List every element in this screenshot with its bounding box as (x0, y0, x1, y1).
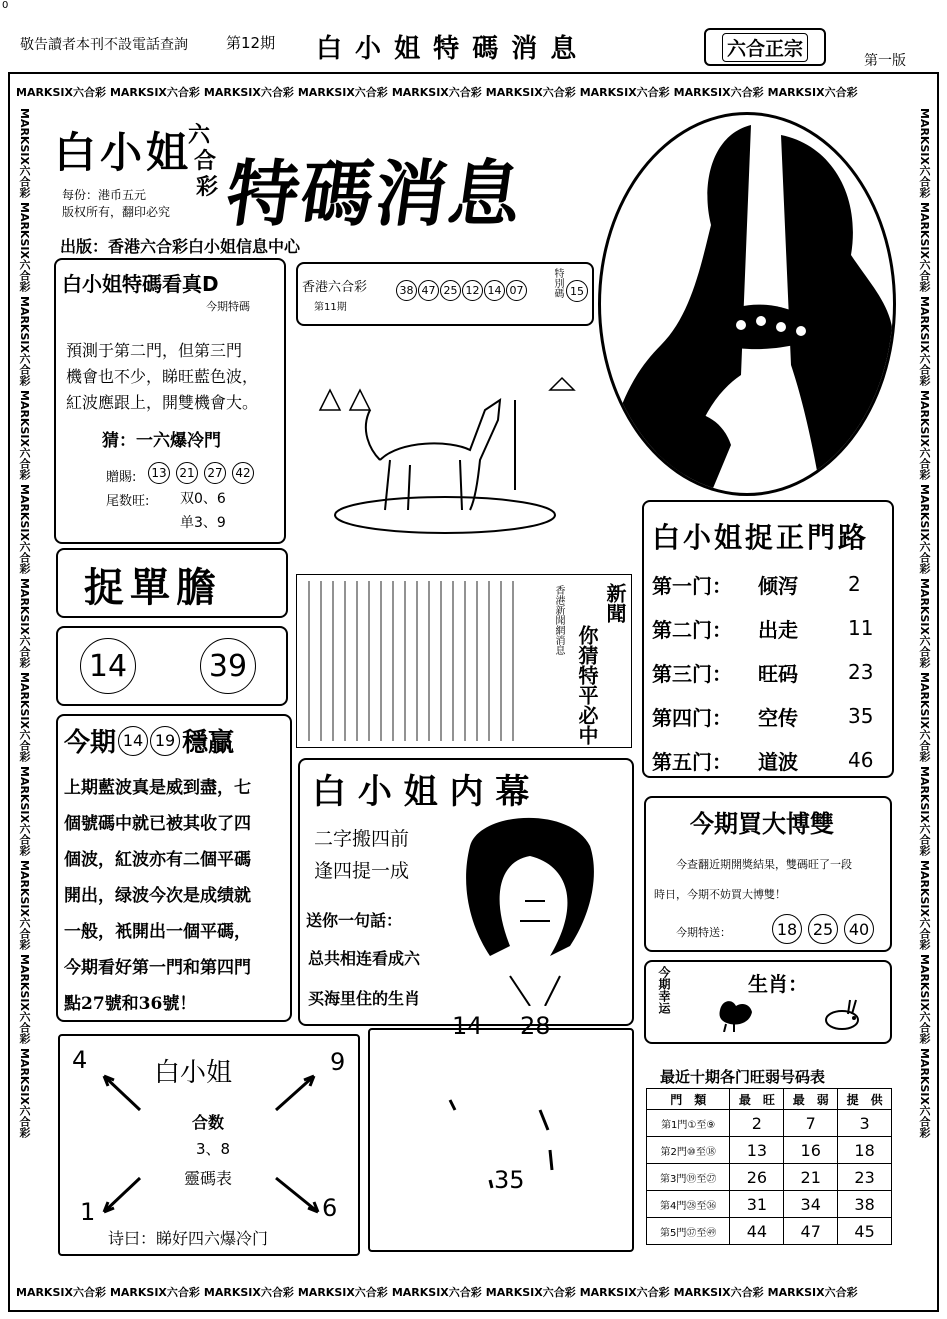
compass-subtitle: 合数 (192, 1113, 225, 1132)
prediction-line-1: 預測于第二門，但第三門 (66, 341, 243, 360)
gift-numbers (148, 462, 254, 484)
gate-name: 第4門 (660, 1200, 687, 1212)
gate-name: 第5門 (660, 1227, 687, 1239)
hint-subtitle: 今期特碼 (206, 300, 250, 313)
brand-tag: MARKSIX六合彩 (18, 1047, 31, 1138)
rooster-drawing (712, 992, 756, 1032)
hot-cell: 13 (730, 1137, 784, 1164)
gift-number: 13 (148, 462, 170, 484)
compass-poem: 诗曰：睇好四六爆冷门 (108, 1229, 269, 1248)
brand-tag: MARKSIX六合彩 (16, 1286, 106, 1299)
compass-value: 3、8 (196, 1140, 231, 1158)
gate-route-title: 白小姐捉正門路 (652, 521, 870, 554)
offer-cell: 45 (838, 1218, 892, 1245)
brand-border-bottom (16, 1284, 916, 1302)
price-text: 每份：港币五元 (62, 188, 147, 202)
news-body-text-block (301, 577, 527, 745)
gate-label: 第一门： (652, 573, 732, 598)
big-small-numbers (772, 914, 874, 944)
riddle-line-2: 逢四提一成 (314, 860, 410, 882)
brand-tag: MARKSIX六合彩 (391, 86, 482, 99)
zodiac-title: 生肖： (748, 972, 808, 996)
cold-cell: 21 (784, 1164, 838, 1191)
gate-name: 第3門 (660, 1173, 687, 1185)
prediction-line-2: 機會也不少，睇旺藍色波， (66, 367, 259, 386)
brand-tag: MARKSIX六合彩 (918, 577, 931, 668)
gate-cell (647, 1218, 730, 1245)
brand-tag: MARKSIX六合彩 (918, 953, 931, 1044)
guess-text: 猜：一六爆冷門 (102, 431, 221, 451)
gate-label: 第二门： (652, 617, 732, 642)
send-line-2: 买海里住的生肖 (308, 989, 421, 1008)
gate-label: 第三门： (652, 661, 732, 686)
brand-tag: MARKSIX六合彩 (673, 1286, 764, 1299)
offer-cell: 18 (838, 1137, 892, 1164)
compass-corner-2: 9 (330, 1048, 346, 1076)
gate-number: 46 (848, 748, 874, 772)
hint-title: 白小姐特碼看真D (62, 272, 219, 296)
news-source: 香港新聞網消息 (553, 585, 564, 655)
big-small-number: 25 (808, 914, 838, 944)
stats-table (646, 1088, 892, 1245)
rooster-icon (712, 992, 756, 1036)
gate-range: ⑩至⑱ (686, 1146, 716, 1158)
brand-tag: MARKSIX六合彩 (918, 389, 931, 480)
gate-row-4 (652, 694, 888, 738)
horse-illustration (300, 370, 590, 540)
horse-drawing (300, 370, 590, 540)
brand-tag: MARKSIX六合彩 (109, 86, 200, 99)
stable-win-heading (64, 722, 234, 759)
big-small-line-1: 今查翻近期開獎結果，雙碼旺了一段 (676, 858, 852, 871)
brand-tag: MARKSIX六合彩 (391, 1286, 482, 1299)
hot-cell: 2 (730, 1110, 784, 1137)
hot-cell: 44 (730, 1218, 784, 1245)
gate-word: 旺码 (758, 661, 798, 686)
last-draw-issue: 第11期 (314, 302, 347, 313)
masthead-lottery-2: 合 (194, 149, 217, 174)
gate-number: 35 (848, 704, 874, 728)
gate-row-1 (652, 562, 888, 606)
brand-border-left (14, 108, 32, 1278)
big-small-title: 今期買大博雙 (690, 810, 834, 838)
table-row (647, 1110, 892, 1137)
brand-tag: MARKSIX六合彩 (18, 577, 31, 668)
last-draw-label: 香港六合彩 (302, 280, 368, 295)
brand-tag: MARKSIX六合彩 (918, 295, 931, 386)
brand-tag: MARKSIX六合彩 (918, 483, 931, 574)
brand-tag: MARKSIX六合彩 (18, 765, 31, 856)
authentic-stamp (704, 28, 826, 66)
brand-tag: MARKSIX六合彩 (18, 389, 31, 480)
brand-tag: MARKSIX六合彩 (767, 1286, 858, 1299)
big-small-number: 40 (844, 914, 874, 944)
brand-tag: MARKSIX六合彩 (18, 671, 31, 762)
zodiac-side-label: 今期幸运 (657, 966, 671, 1014)
hot-cell: 26 (730, 1164, 784, 1191)
woman-sketch (450, 806, 620, 1006)
draw-number: 12 (462, 280, 483, 301)
stable-win-line: 個號碼中就已被其收了四 (64, 814, 251, 834)
offer-cell: 3 (838, 1110, 892, 1137)
brand-tag: MARKSIX六合彩 (579, 86, 670, 99)
masthead-lottery-3: 彩 (196, 175, 219, 200)
gate-cell (647, 1191, 730, 1218)
single-pick-title: 捉單膽 (84, 564, 222, 611)
compass-corner-1: 4 (72, 1046, 88, 1074)
inside-number-1: 14 (452, 1012, 483, 1040)
gate-word: 道波 (758, 749, 798, 774)
woman-portrait-illustration (601, 115, 893, 493)
brand-tag: MARKSIX六合彩 (297, 86, 388, 99)
table-row (647, 1137, 892, 1164)
cold-cell: 7 (784, 1110, 838, 1137)
masthead-name: 白小姐 (54, 128, 193, 177)
brand-tag: MARKSIX六合彩 (918, 1047, 931, 1138)
brand-tag: MARKSIX六合彩 (109, 1286, 200, 1299)
gate-number: 2 (848, 572, 861, 596)
stable-win-suffix: 穩贏 (182, 728, 235, 758)
brand-tag: MARKSIX六合彩 (918, 671, 931, 762)
table-header: 最 弱 (784, 1089, 838, 1110)
brand-tag: MARKSIX六合彩 (16, 86, 106, 99)
gate-number: 23 (848, 660, 874, 684)
offer-cell: 38 (838, 1191, 892, 1218)
stable-win-text (64, 770, 251, 1022)
masthead-lottery-1: 六 (188, 123, 211, 148)
inside-number-3: 35 (494, 1166, 525, 1194)
cold-cell: 34 (784, 1191, 838, 1218)
stable-win-number: 14 (118, 726, 148, 756)
gate-cell (647, 1164, 730, 1191)
gate-route-rows (652, 562, 888, 782)
gate-name: 第1門 (661, 1119, 688, 1131)
paper-title: 白 小 姐 特 碼 消 息 (316, 34, 579, 64)
rabbit-drawing (822, 998, 862, 1032)
news-panel (296, 574, 632, 748)
brand-tag: MARKSIX六合彩 (918, 859, 931, 950)
brand-tag: MARKSIX六合彩 (18, 295, 31, 386)
cold-cell: 47 (784, 1218, 838, 1245)
brand-tag: MARKSIX六合彩 (297, 1286, 388, 1299)
corner-mark: 0 (2, 0, 9, 11)
gate-name: 第2門 (660, 1146, 687, 1158)
brand-tag: MARKSIX六合彩 (18, 859, 31, 950)
stable-win-line: 一般，衹開出一個平碼， (64, 922, 251, 942)
stamp-text: 六合正宗 (722, 33, 808, 62)
table-row (647, 1191, 892, 1218)
tail-line-1: 双0、6 (180, 491, 226, 507)
draw-number: 14 (484, 280, 505, 301)
gate-label: 第四门： (652, 705, 732, 730)
gate-row-2 (652, 606, 888, 650)
draw-number: 38 (396, 280, 417, 301)
brand-tag: MARKSIX六合彩 (18, 483, 31, 574)
body-sketch (430, 1060, 590, 1240)
single-pick-number-1: 14 (80, 638, 136, 694)
gift-label: 贈賜: (106, 470, 137, 485)
gate-word: 倾泻 (758, 573, 798, 598)
send-label: 送你一句話： (306, 911, 403, 930)
gate-word: 空传 (758, 705, 798, 730)
stable-win-line: 點27號和36號！ (64, 994, 197, 1014)
gate-range: ⑲至㉗ (686, 1173, 717, 1185)
brand-tag: MARKSIX六合彩 (18, 108, 31, 198)
gate-range: ㊲至㊾ (686, 1227, 717, 1239)
copyright-text: 版权所有，翻印必究 (62, 205, 171, 219)
table-row (647, 1164, 892, 1191)
brand-tag: MARKSIX六合彩 (918, 201, 931, 292)
draw-number: 07 (506, 280, 527, 301)
draw-number: 25 (440, 280, 461, 301)
publisher-text: 出版：香港六合彩白小姐信息中心 (60, 237, 301, 256)
stable-win-line: 個波，紅波亦有二個平碼 (64, 850, 251, 870)
brand-tag: MARKSIX六合彩 (673, 86, 764, 99)
table-row (647, 1218, 892, 1245)
gate-number: 11 (848, 616, 874, 640)
masthead-title: 特碼消息 (221, 151, 530, 236)
last-draw-numbers (396, 280, 527, 301)
stable-win-line: 上期藍波真是威到盡，七 (64, 778, 251, 798)
cold-cell: 16 (784, 1137, 838, 1164)
reader-notice: 敬告讀者本刊不設電話查詢 (20, 37, 188, 53)
issue-number: 第12期 (226, 34, 276, 52)
compass-title: 白小姐 (154, 1058, 233, 1088)
body-sketch-drawing (430, 1060, 590, 1240)
hot-cell: 31 (730, 1191, 784, 1218)
special-number: 15 (566, 280, 588, 302)
gate-row-3 (652, 650, 888, 694)
brand-tag: MARKSIX六合彩 (918, 108, 931, 198)
table-header: 門 類 (647, 1089, 730, 1110)
rabbit-icon (822, 998, 862, 1036)
stable-win-line: 今期看好第一門和第四門 (64, 958, 251, 978)
table-header-row (647, 1089, 892, 1110)
big-small-number: 18 (772, 914, 802, 944)
inside-story-title: 白 小 姐 内 幕 (312, 772, 530, 812)
tail-label: 尾数旺: (106, 494, 150, 509)
tail-line-2: 单3、9 (180, 515, 226, 531)
stable-win-line: 開出，绿波今次是成绩就 (64, 886, 251, 906)
big-small-line-2: 時日，今期不妨買大博雙！ (654, 888, 786, 901)
brand-tag: MARKSIX六合彩 (18, 201, 31, 292)
gift-number: 21 (176, 462, 198, 484)
compass-corner-3: 1 (80, 1198, 96, 1226)
portrait-image (598, 112, 896, 496)
single-pick-number-2: 39 (200, 638, 256, 694)
gate-row-5 (652, 738, 888, 782)
gift-number: 42 (232, 462, 254, 484)
gate-cell (647, 1137, 730, 1164)
brand-tag: MARKSIX六合彩 (485, 86, 576, 99)
gift-number: 27 (204, 462, 226, 484)
inside-number-2: 28 (520, 1012, 551, 1040)
gate-cell (647, 1110, 730, 1137)
brand-tag: MARKSIX六合彩 (485, 1286, 576, 1299)
riddle-line-1: 二字搬四前 (314, 828, 410, 850)
big-small-hint: 今期特送： (676, 926, 731, 939)
news-title: 新聞 (603, 583, 627, 623)
brand-tag: MARKSIX六合彩 (767, 86, 858, 99)
stable-win-prefix: 今期 (64, 728, 117, 758)
brand-border-right (914, 108, 932, 1278)
compass-corner-4: 6 (322, 1194, 338, 1222)
gate-word: 出走 (758, 617, 798, 642)
table-header: 最 旺 (730, 1089, 784, 1110)
stats-table-wrap (646, 1088, 892, 1245)
brand-tag: MARKSIX六合彩 (918, 765, 931, 856)
brand-tag: MARKSIX六合彩 (18, 953, 31, 1044)
gate-range: ①至⑨ (687, 1119, 716, 1131)
brand-border-top (16, 84, 916, 102)
brand-tag: MARKSIX六合彩 (203, 86, 294, 99)
offer-cell: 23 (838, 1164, 892, 1191)
table-header: 提 供 (838, 1089, 892, 1110)
prediction-line-3: 紅波應跟上，開雙機會大。 (66, 393, 259, 412)
stable-win-number: 19 (150, 726, 180, 756)
special-label: 特別碼 (552, 268, 563, 298)
compass-caption: 靈碼表 (184, 1169, 233, 1188)
stats-table-title: 最近十期各门旺弱号码表 (660, 1068, 826, 1086)
woman-face-illustration (450, 806, 620, 1006)
brand-tag: MARKSIX六合彩 (579, 1286, 670, 1299)
draw-number: 47 (418, 280, 439, 301)
gate-label: 第五门： (652, 749, 732, 774)
brand-tag: MARKSIX六合彩 (203, 1286, 294, 1299)
news-slogan: 你猜特平必中 (575, 625, 599, 745)
send-line-1: 总共相连看成六 (308, 949, 421, 968)
gate-range: ㉘至㊱ (686, 1200, 717, 1212)
edition-label: 第一版 (864, 53, 906, 69)
